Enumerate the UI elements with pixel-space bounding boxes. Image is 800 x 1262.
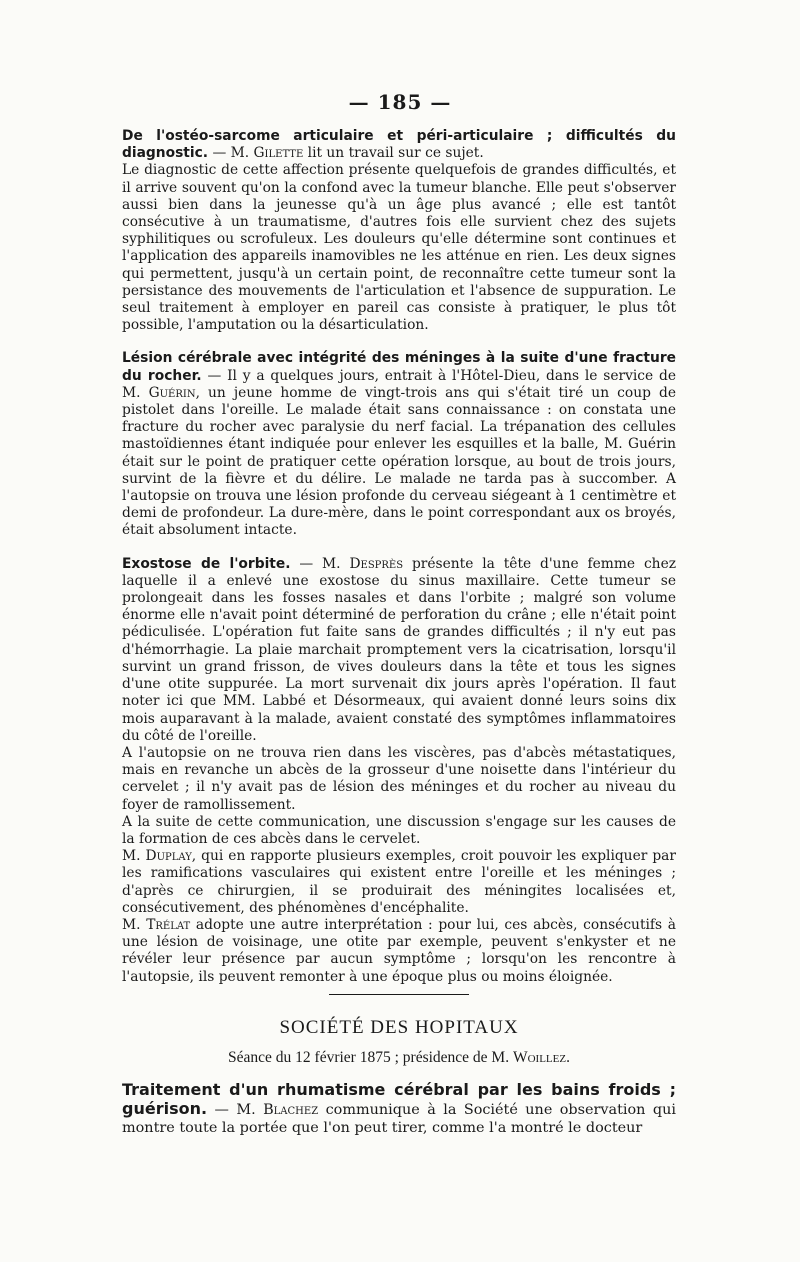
article-text: communique à la Société une observation qui montre toute la portée que l'on peut tirer, comme l'a montré le docteur: [122, 1101, 676, 1136]
article-title: Lésion cérébrale avec intégrité des méninges à la suite d'une fracture du rocher.: [122, 350, 676, 384]
article-osteo-sarcome: [122, 128, 676, 334]
article-text: M.: [122, 848, 146, 865]
article-text: — M.: [207, 1101, 264, 1118]
text-column: [122, 128, 676, 1137]
article-lesion-cerebrale: [122, 350, 676, 539]
article-text: lit un travail sur ce sujet.: [303, 145, 484, 162]
article-rhumatisme-cerebral: [122, 1081, 676, 1137]
author-name: Gilette: [253, 145, 304, 162]
section-title: SOCIÉTÉ DES HOPITAUX: [279, 1016, 519, 1038]
article-text: — Il y a quelques jours, entrait à l'Hôtel-Dieu, dans le service de M.: [122, 367, 676, 401]
article-text: — M.: [290, 555, 350, 572]
author-name: Desprès: [349, 555, 404, 572]
author-name: Blachez: [263, 1101, 319, 1118]
session-text: .: [566, 1048, 570, 1066]
article-title: Traitement d'un rhumatisme cérébral par les bains froids ; guérison.: [122, 1079, 676, 1118]
article-paragraph: [122, 848, 676, 917]
session-line: [122, 1049, 676, 1067]
president-name: Woillez: [512, 1048, 567, 1066]
article-title: Exostose de l'orbite.: [122, 555, 291, 572]
article-text: , qui en rapporte plusieurs exemples, croit pouvoir les expliquer par les ramifications vasculaires qui existent entre l'oreille et les méninges ; d'après ce chirurgien, il se produirait des méningites localisées et, consécutivement, des phénomènes d'encéphalite.: [122, 848, 676, 916]
article-dash: — M.: [208, 145, 254, 162]
article-paragraph: [122, 128, 676, 162]
page-number: — 185 —: [348, 90, 452, 114]
article-exostose-orbite: [122, 556, 676, 986]
article-paragraph: [122, 1081, 676, 1137]
article-text: M.: [122, 916, 147, 933]
article-paragraph: [122, 350, 676, 539]
article-paragraph: Le diagnostic de cette affection présente quelquefois de grandes difficultés, et il arrive souvent qu'on la confond avec la tumeur blanche. Elle peut s'observer aussi bien dans la jeunesse qu'à un âge plus avancé ; elle est tantôt consécutive à un traumatisme, d'autres fois elle survient chez des sujets syphilitiques ou scrofuleux. Les douleurs qu'elle détermine sont continues et l'application des appareils inamovibles ne les atténue en rien. Les deux signes qui permettent, jusqu'à un certain point, de reconnaître cette tumeur sont la persistance des mouvements de l'articulation et l'absence de suppuration. Le seul traitement à employer en pareil cas consiste à pratiquer, le plus tôt possible, l'amputation ou la désarticulation.: [122, 162, 676, 334]
author-name: Guérin: [148, 384, 196, 401]
author-name: Duplay: [145, 848, 192, 865]
session-text: Séance du 12 février 1875 ; présidence de M.: [228, 1048, 513, 1066]
article-paragraph: [122, 556, 676, 745]
article-title: De l'ostéo-sarcome articulaire et péri-articulaire ; difficultés du diagnostic.: [122, 128, 676, 162]
article-text: présente la tête d'une femme chez laquelle il a enlevé une exostose du sinus maxillaire. Cette tumeur se prolongeait dans les fosses nasales et dans l'orbite ; malgré son volume énorme elle n'avait point déterminé de perforation du crâne ; elle n'était point pédiculisée. L'opération fut faite sans de grandes difficultés ; il n'y eut pas d'hémorrhagie. La plaie marchait promptement vers la cicatrisation, lorsqu'il survint un grand frisson, de vives douleurs dans la tête et tous les signes d'une otite suppurée. La mort survenait dix jours après l'opération. Il faut noter ici que MM. Labbé et Désormeaux, qui avaient donné leurs soins dix mois auparavant à la malade, avaient constaté des symptômes inflammatoires du côté de l'oreille.: [122, 555, 677, 744]
article-text: adopte une autre interprétation : pour lui, ces abcès, consécutifs à une lésion de voisinage, une otite par exemple, peuvent s'enkyster et ne révéler leur présence par aucun symptôme ; lorsqu'on les rencontre à l'autopsie, ils peuvent remonter à une époque plus ou moins éloignée.: [122, 916, 676, 985]
article-paragraph: [122, 917, 676, 986]
article-paragraph: A la suite de cette communication, une discussion s'engage sur les causes de la formation de ces abcès dans le cervelet.: [122, 813, 676, 847]
section-divider: [329, 994, 469, 995]
author-name: Trélat: [146, 916, 191, 933]
article-text: , un jeune homme de vingt-trois ans qui s'était tiré un coup de pistolet dans l'oreille. Le malade était sans connaissance : on constata une fracture du rocher avec paralysie du nerf facial. La trépanation des cellules mastoïdiennes étant indiquée pour enlever les esquilles et la balle, M. Guérin était sur le point de pratiquer cette opération lorsque, au bout de trois jours, survint de la fièvre et du délire. Le malade ne tarda pas à succomber. A l'autopsie on trouva une lésion profonde du cerveau siégeant à 1 centimètre et demi de profondeur. La dure-mère, dans le point correspondant aux os broyés, était absolument intacte.: [122, 384, 676, 539]
article-paragraph: A l'autopsie on ne trouva rien dans les viscères, pas d'abcès métastatiques, mais en revanche un abcès de la grosseur d'une noisette dans l'intérieur du cervelet ; il n'y avait pas de lésion des méninges et du rocher au niveau du foyer de ramollissement.: [122, 744, 676, 813]
